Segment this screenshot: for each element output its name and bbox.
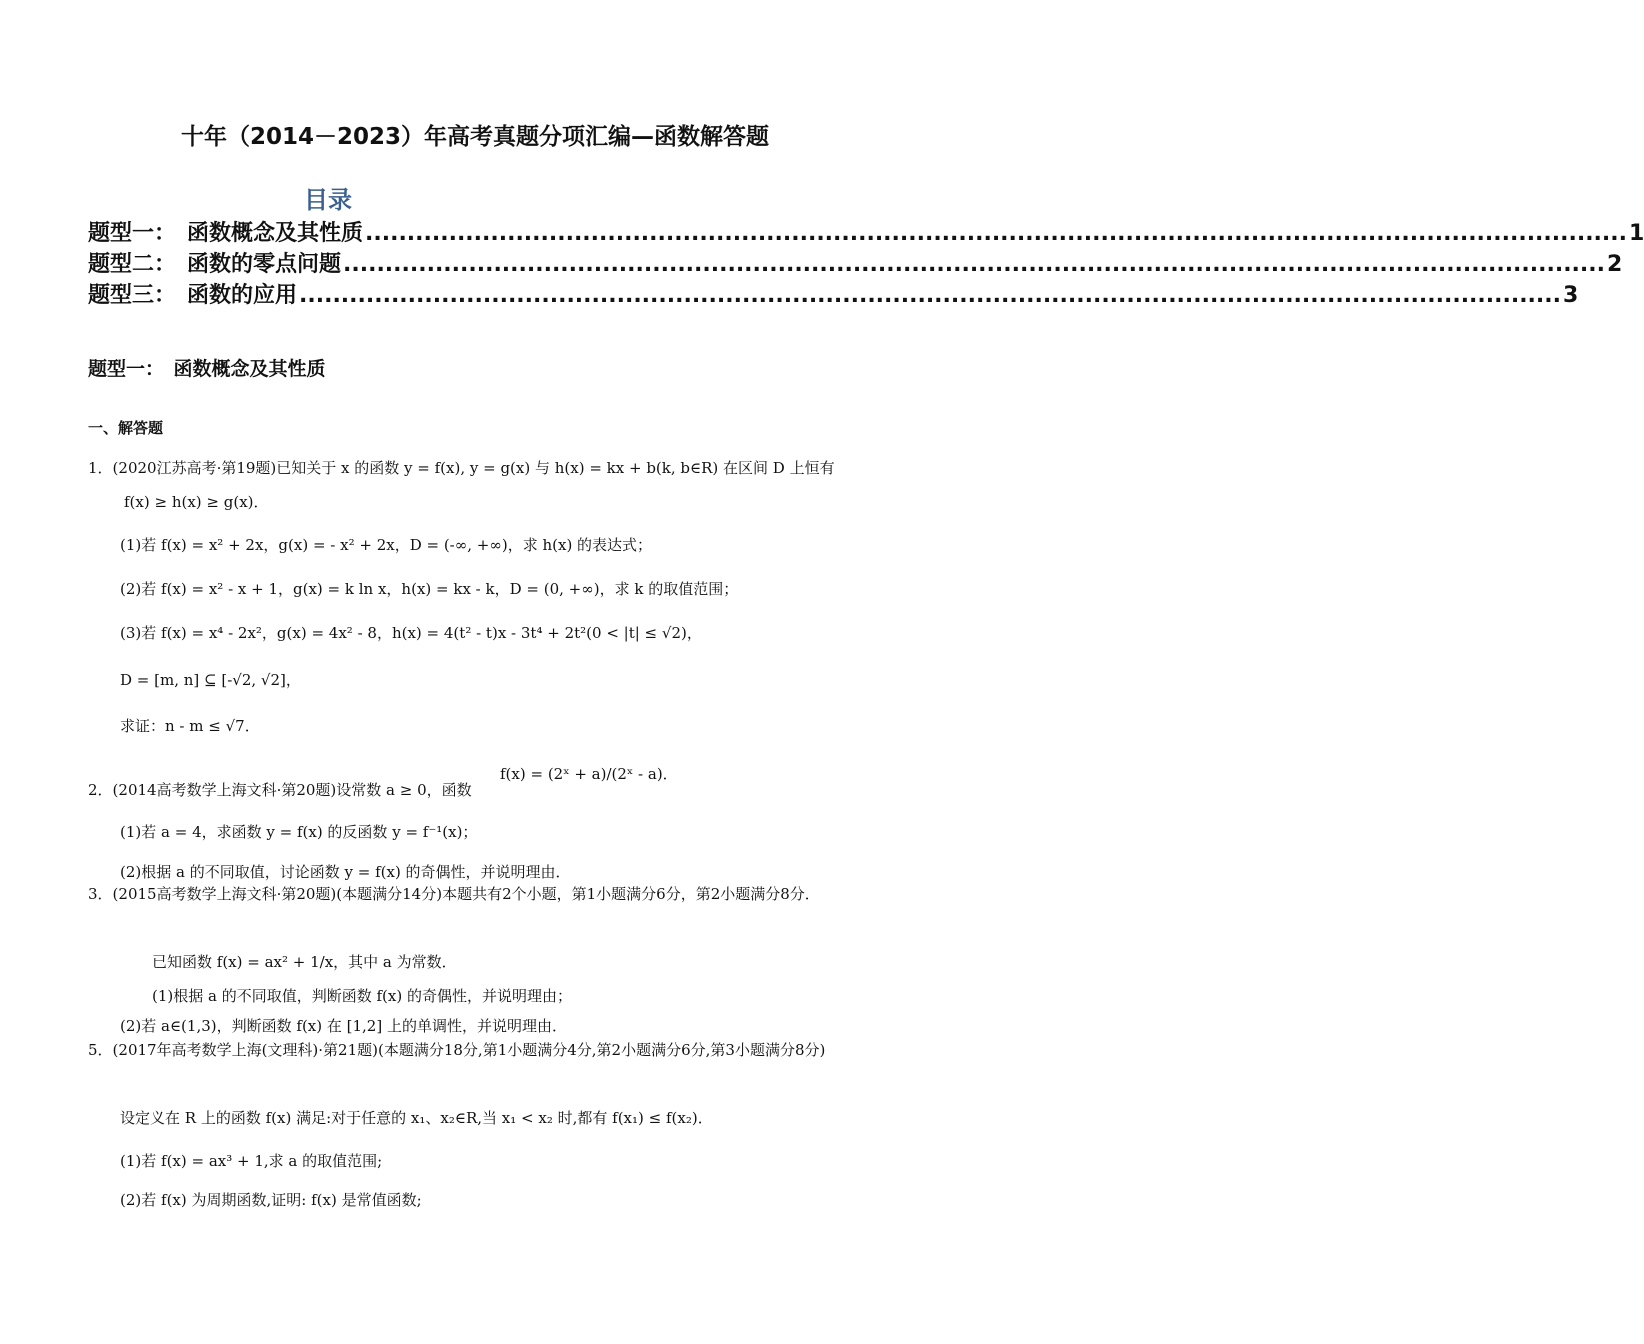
toc-leader-dots: ....................................................................................................................................................... — [365, 221, 1627, 246]
problem-2-part-1: (1)若 a = 4，求函数 y = f(x) 的反函数 y = f⁻¹(x)； — [120, 823, 478, 841]
problem-5-stem: 5．(2017年高考数学上海(文理科)·第21题)(本题满分18分,第1小题满分4分,第2小题满分6分,第3小题满分8分) — [88, 1041, 826, 1059]
problem-1-part-2: (2)若 f(x) = x² - x + 1，g(x) = k ln x，h(x) = kx - k，D = (0, +∞)，求 k 的取值范围； — [120, 580, 739, 598]
problem-1-condition: f(x) ≥ h(x) ≥ g(x)． — [124, 493, 269, 511]
problem-3-given: 已知函数 f(x) = ax² + 1/x，其中 a 为常数． — [152, 953, 457, 971]
problem-2-part-2: (2)根据 a 的不同取值，讨论函数 y = f(x) 的奇偶性，并说明理由． — [120, 863, 571, 881]
toc-leader-dots: ....................................................................................................................................................... — [343, 252, 1605, 277]
toc-entry-label: 题型二： 函数的零点问题 — [88, 252, 342, 277]
problem-1-stem: 1．(2020江苏高考·第19题)已知关于 x 的函数 y = f(x), y = g(x) 与 h(x) = kx + b(k, b∈R) 在区间 D 上恒有 — [88, 459, 835, 477]
toc-entry-page: 3 — [1563, 283, 1579, 308]
problem-3-part-1: (1)根据 a 的不同取值，判断函数 f(x) 的奇偶性，并说明理由； — [152, 987, 572, 1005]
toc-entry-page: 2 — [1607, 252, 1623, 277]
problem-5-part-2: (2)若 f(x) 为周期函数,证明: f(x) 是常值函数; — [120, 1191, 422, 1209]
toc-entry-3[interactable] — [88, 278, 1579, 309]
problem-5-definition: 设定义在 R 上的函数 f(x) 满足:对于任意的 x₁、x₂∈R,当 x₁ < x₂ 时,都有 f(x₁) ≤ f(x₂)． — [120, 1109, 713, 1127]
problem-1-part-1: (1)若 f(x) = x² + 2x，g(x) = - x² + 2x，D = (-∞, +∞)，求 h(x) 的表达式； — [120, 536, 653, 554]
section-title: 题型一： 函数概念及其性质 — [88, 358, 326, 380]
toc-heading: 目录 — [304, 186, 352, 214]
problem-3-part-2: (2)若 a∈(1,3)，判断函数 f(x) 在 [1,2] 上的单调性，并说明理由． — [120, 1017, 567, 1035]
problem-1-part-3: (3)若 f(x) = x⁴ - 2x²，g(x) = 4x² - 8，h(x) = 4(t² - t)x - 3t⁴ + 2t²(0 < |t| ≤ √2)， — [120, 624, 702, 642]
toc-entry-1[interactable] — [88, 216, 1644, 247]
problem-3-stem: 3．(2015高考数学上海文科·第20题)(本题满分14分)本题共有2个小题，第1小题满分6分，第2小题满分8分． — [88, 885, 820, 903]
toc-entry-page: 1 — [1629, 221, 1644, 246]
problem-1-domain: D = [m, n] ⊆ [-√2, √2]， — [120, 671, 301, 689]
toc-leader-dots: ....................................................................................................................................................... — [299, 283, 1561, 308]
toc-entry-label: 题型三： 函数的应用 — [88, 283, 298, 308]
toc-entry-2[interactable] — [88, 247, 1623, 278]
subsection-heading: 一、解答题 — [88, 419, 164, 437]
document-title: 十年（2014－2023）年高考真题分项汇编—函数解答题 — [180, 124, 770, 150]
problem-2-function: f(x) = (2ˣ + a)/(2ˣ - a)． — [500, 765, 678, 783]
problem-5-part-1: (1)若 f(x) = ax³ + 1,求 a 的取值范围; — [120, 1152, 383, 1170]
problem-1-prove: 求证：n - m ≤ √7． — [120, 717, 260, 735]
toc-entry-label: 题型一： 函数概念及其性质 — [88, 221, 364, 246]
problem-2-stem: 2．(2014高考数学上海文科·第20题)设常数 a ≥ 0，函数 — [88, 781, 472, 799]
